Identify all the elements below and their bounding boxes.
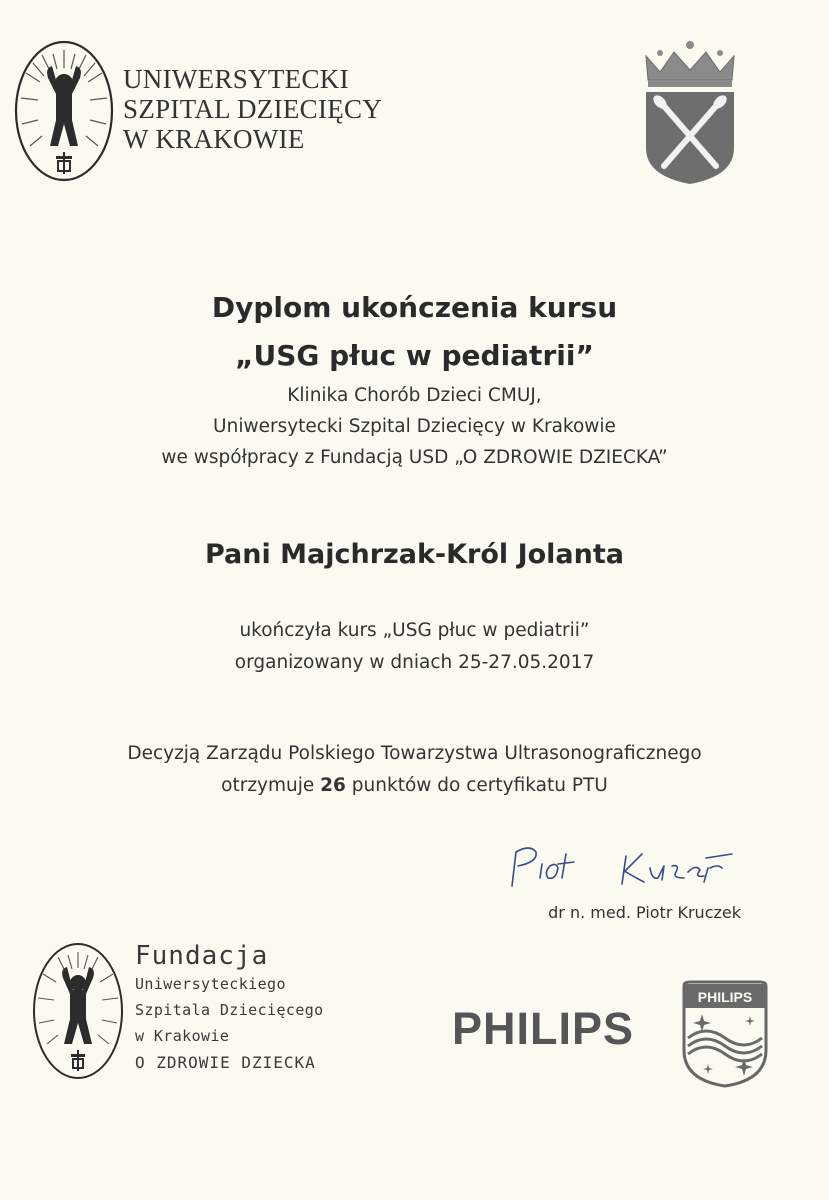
completion-line-2: organizowany w dniach 25-27.05.2017: [234, 652, 595, 673]
hospital-name: [123, 64, 382, 154]
organizer-line-2: Uniwersytecki Szpital Dziecięcy w Krakowie: [213, 416, 616, 437]
diploma-title: Dyplom ukończenia kursu: [211, 291, 618, 324]
organizer-line-1: Klinika Chorób Dzieci CMUJ,: [287, 385, 542, 406]
signer-name: dr n. med. Piotr Kruczek: [548, 903, 741, 922]
signature-icon: [490, 838, 760, 898]
organizer-block: [0, 380, 829, 473]
foundation-line-3: w Krakowie: [135, 1027, 230, 1045]
hospital-name-line-2: SZPITAL DZIECIĘCY: [123, 94, 383, 124]
philips-shield-label: PHILIPS: [697, 989, 753, 1005]
philips-wordmark: PHILIPS: [452, 1003, 635, 1054]
philips-shield-icon: [680, 980, 770, 1088]
points-suffix: punktów do certyfikatu PTU: [345, 775, 608, 796]
foundation-line-1: Uniwersyteckiego: [135, 975, 286, 993]
completion-block: [0, 615, 829, 679]
decision-line: Decyzją Zarządu Polskiego Towarzystwa Ultrasonograficznego: [127, 743, 702, 764]
foundation-title: Fundacja: [135, 941, 269, 971]
points-line: [0, 770, 829, 802]
university-crest-icon: [640, 40, 740, 186]
points-prefix: otrzymuje: [221, 775, 321, 796]
hospital-name-line-1: UNIWERSYTECKI: [123, 64, 349, 94]
recipient-name: Pani Majchrzak-Król Jolanta: [204, 539, 624, 570]
foundation-line-2: Szpitala Dziecięcego: [135, 1001, 324, 1019]
completion-line-1: ukończyła kurs „USG płuc w pediatrii”: [239, 620, 590, 641]
course-name: „USG płuc w pediatrii”: [235, 339, 594, 372]
hospital-logo-icon: [12, 38, 116, 184]
hospital-name-line-3: W KRAKOWIE: [123, 124, 305, 154]
foundation-logo-icon: [30, 940, 126, 1082]
points-value: 26: [320, 775, 346, 796]
points-block: [0, 738, 829, 802]
organizer-line-3: we współpracy z Fundacją USD „O ZDROWIE DZIECKA”: [161, 447, 668, 468]
foundation-motto: O ZDROWIE DZIECKA: [135, 1053, 316, 1072]
foundation-name: [135, 941, 324, 1077]
